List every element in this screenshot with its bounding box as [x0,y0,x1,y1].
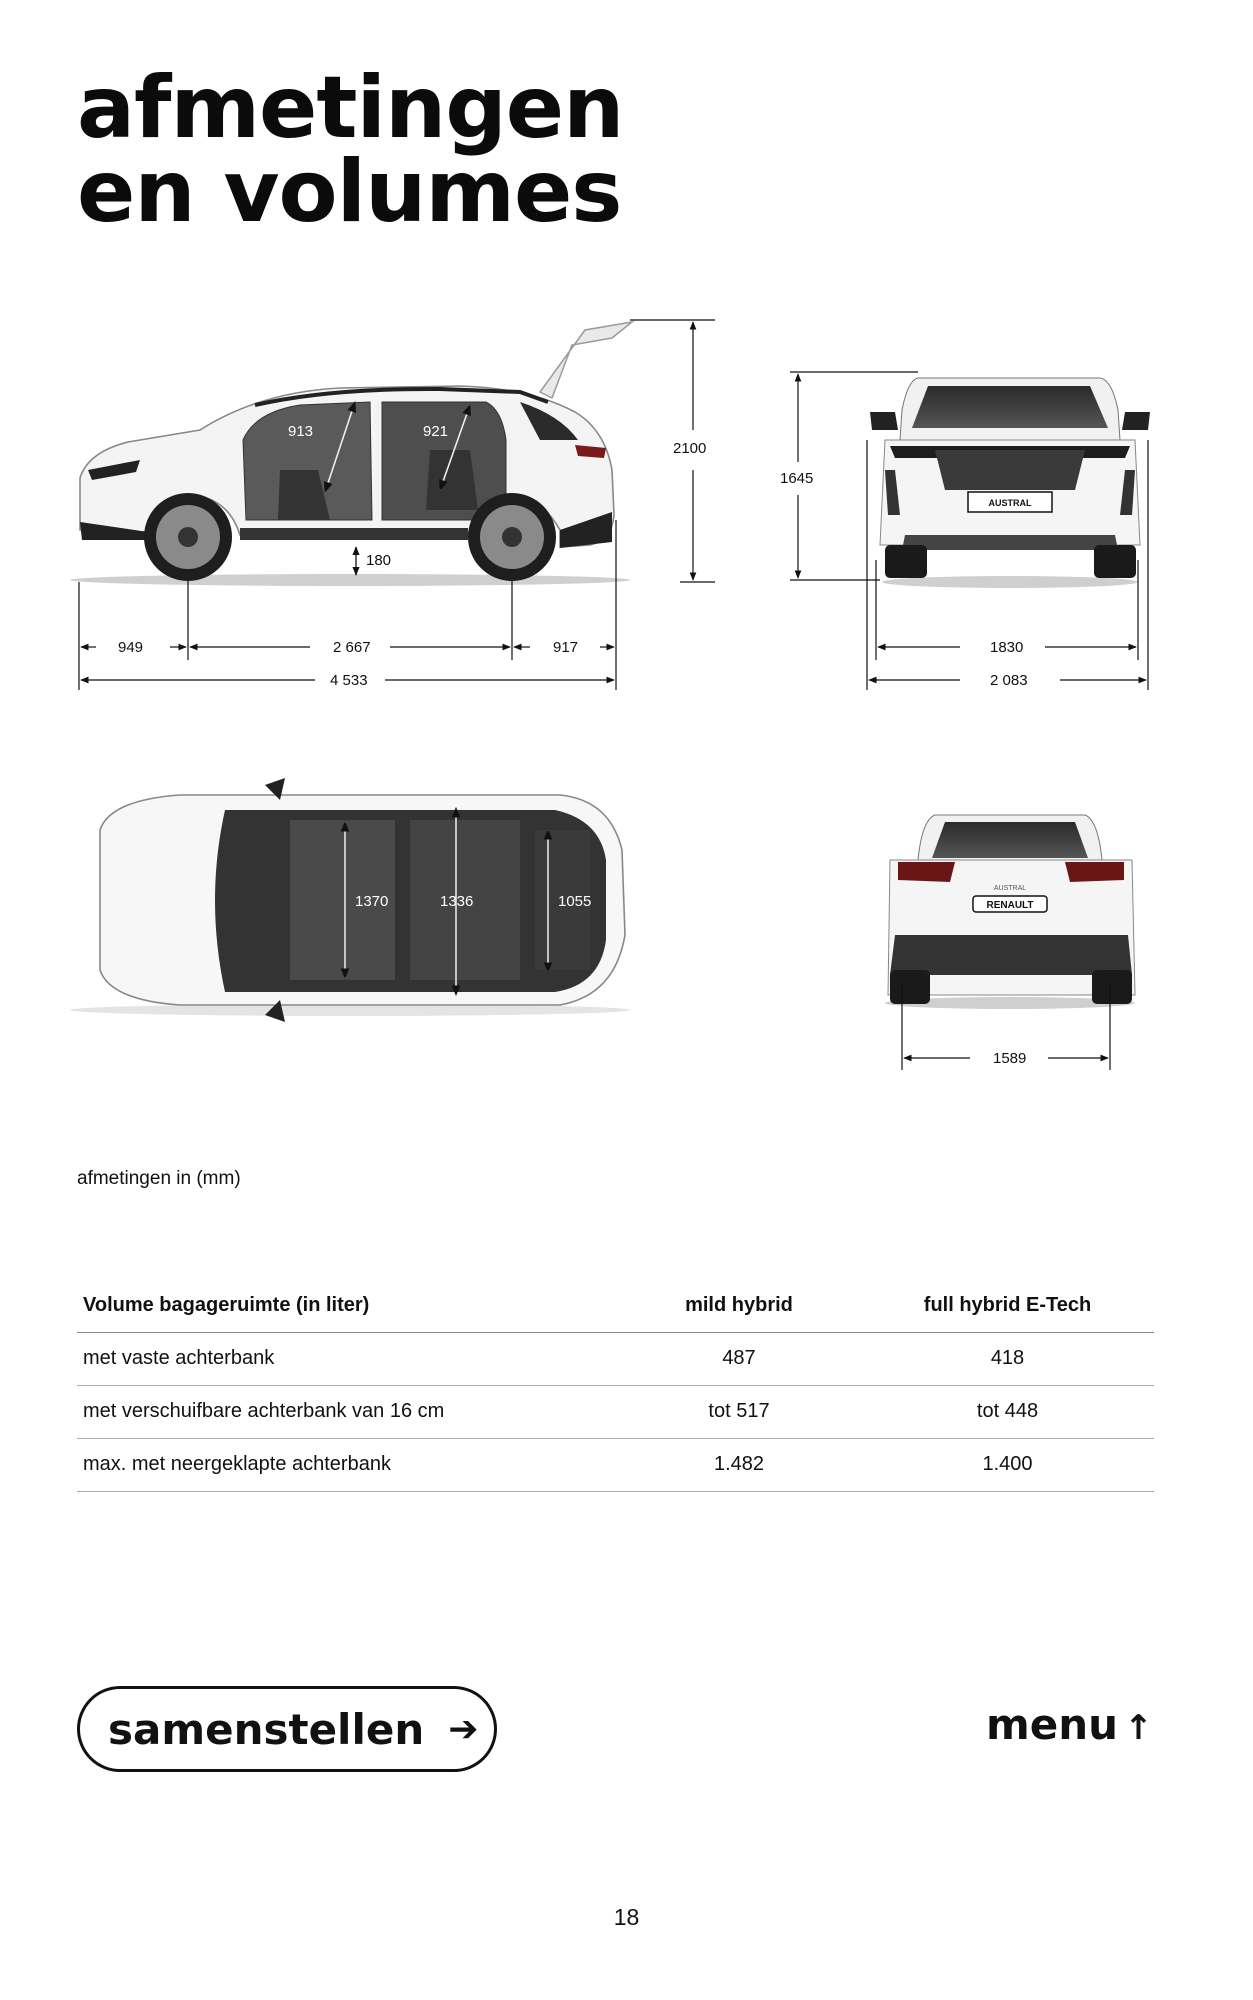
wheelbase-label: 2 667 [333,639,371,656]
table-header-row [77,1280,1154,1332]
boot-width-label: 1055 [558,893,592,910]
full-value: 1.400 [861,1438,1154,1491]
table-row [77,1438,1154,1491]
rear-legroom-label: 913 [288,423,314,440]
side-view-car [70,322,632,586]
title-line-2: en volumes [77,142,622,242]
row-label: met verschuifbare achterbank van 16 cm [77,1385,617,1438]
second-row-legroom-label: 921 [423,423,449,440]
front-height-label: 1645 [780,470,814,487]
samenstellen-label: samenstellen [108,1704,425,1754]
header-volume: Volume bagageruimte (in liter) [77,1280,617,1332]
ground-clearance-label: 180 [366,552,392,569]
full-value: 418 [861,1332,1154,1385]
front-view-car [870,378,1150,588]
rear-overhang-label: 917 [553,639,579,656]
mild-value: tot 517 [617,1385,861,1438]
samenstellen-button[interactable] [77,1686,497,1772]
width-mirrors-label: 2 083 [990,672,1028,689]
table-row [77,1385,1154,1438]
rear-model-script: AUSTRAL [993,885,1027,892]
volume-table [77,1280,1154,1492]
row-label: max. met neergeklapte achterbank [77,1438,617,1491]
row-label: met vaste achterbank [77,1332,617,1385]
full-value: tot 448 [861,1385,1154,1438]
rear-width-label: 1336 [440,893,474,910]
height-open-label: 2100 [673,440,707,457]
table-row [77,1332,1154,1385]
menu-label: menu [986,1700,1119,1749]
units-note: afmetingen in (mm) [77,1168,241,1189]
front-width-label: 1370 [355,893,389,910]
front-overhang-label: 949 [118,639,144,656]
width-label: 1830 [990,639,1024,656]
mild-value: 1.482 [617,1438,861,1491]
mild-value: 487 [617,1332,861,1385]
track-label: 1589 [993,1050,1027,1067]
header-mild-hybrid: mild hybrid [617,1280,861,1332]
length-label: 4 533 [330,672,368,689]
top-view-car [70,778,630,1022]
front-badge: AUSTRAL [988,498,1032,508]
page-number: 18 [613,1904,640,1930]
rear-badge: RENAULT [986,900,1034,911]
arrow-up-icon: ↑ [1124,1708,1153,1748]
arrow-right-icon: ➔ [448,1708,479,1750]
menu-link[interactable] [986,1700,1153,1749]
rear-view-car [885,815,1135,1009]
header-full-hybrid: full hybrid E-Tech [861,1280,1154,1332]
title-line-1: afmetingen [77,58,624,158]
